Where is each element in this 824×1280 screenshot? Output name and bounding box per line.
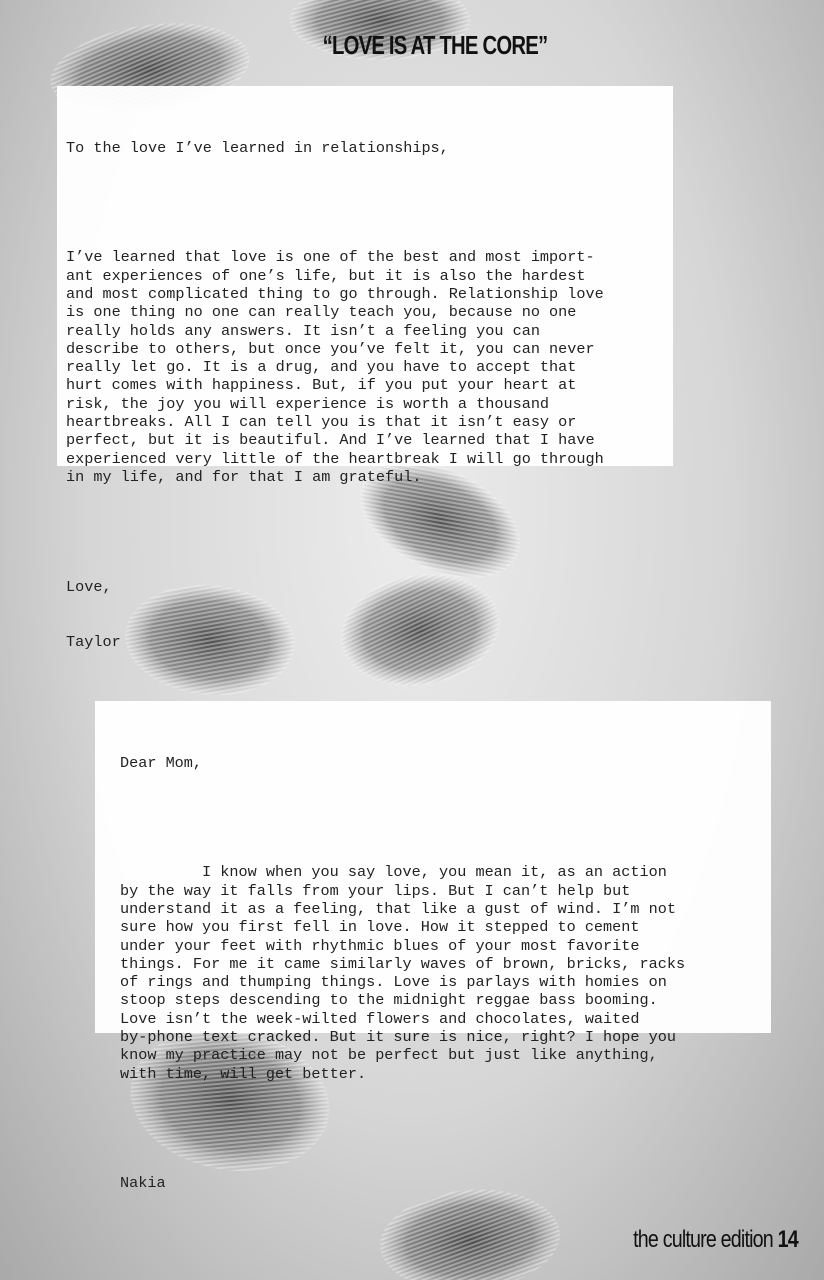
- page-number: 14: [777, 1226, 798, 1253]
- edition-label: the culture edition: [633, 1226, 774, 1253]
- page-footer: [633, 1226, 798, 1254]
- letter-signature: Nakia: [120, 1174, 166, 1193]
- letter-greeting: To the love I’ve learned in relationships,: [66, 138, 449, 157]
- letter-closing: Love,: [66, 577, 112, 596]
- letter-signature: Taylor: [66, 632, 121, 651]
- letter-body: I know when you say love, you mean it, as an action by the way it falls from your lips. But I can’t help but understand it as a feeling, that like a gust of wind. I’m not sure how you first fell in love. How it stepped to cement under your feet with rhythmic blues of your most favorite things. For me it came similarly waves of brown, bricks, racks of rings and thumping things. Love is parlays with homies on stoop steps descending to the midnight reggae bass booming. Love isn’t the week-wilted flowers and chocolates, waited by-phone text cracked. But it sure is nice, right? I hope you know my practice may not be perfect but just like anything, with time, will get better.: [120, 863, 686, 1083]
- letter-card-nakia: [95, 701, 771, 1193]
- letter-greeting: Dear Mom,: [120, 753, 203, 772]
- letter-body: I’ve learned that love is one of the best and most import- ant experiences of one’s life, but it is also the hardest and most complicated thing to go through. Relationship love is one thing no one can really teach you, because no one really holds any answers. It isn’t a feeling you can describe to others, but once you’ve felt it, you can never really let go. It is a drug, and you have to accept that hurt comes with happiness. But, if you put your heart at risk, the joy you will experience is worth a thousand heartbreaks. All I can tell you is that it isn’t easy or perfect, but it is beautiful. And I’ve learned that I have experienced very little of the heartbreak I will go through in my life, and for that I am grateful.: [66, 248, 604, 486]
- page-title: “LOVE IS AT THE CORE”: [322, 30, 548, 60]
- letter-card-taylor: [57, 86, 673, 651]
